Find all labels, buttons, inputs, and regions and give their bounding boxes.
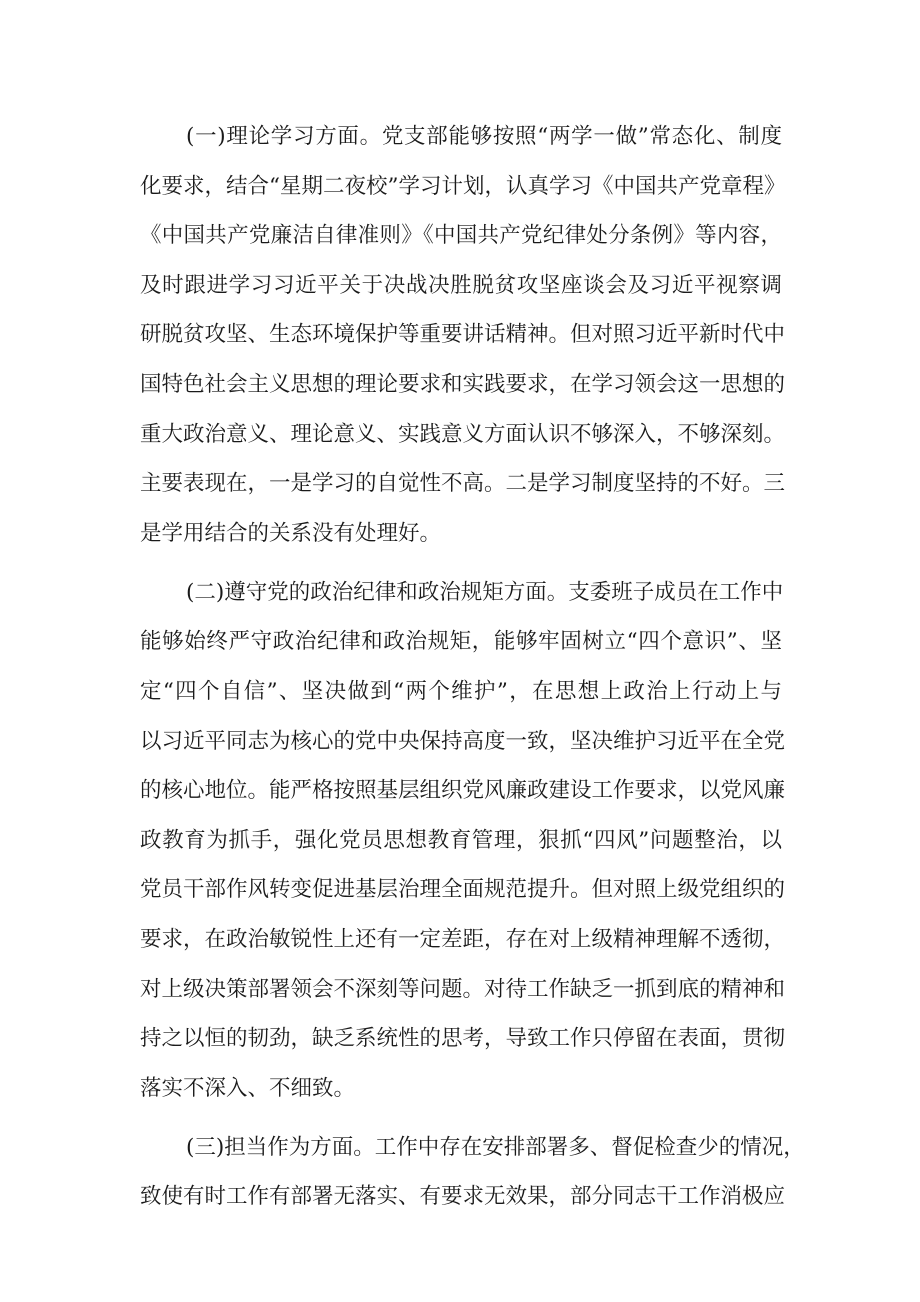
- text-line: 主要表现在，一是学习的自觉性不高。二是学习制度坚持的不好。三: [140, 471, 786, 497]
- text-line: 研脱贫攻坚、生态环境保护等重要讲话精神。但对照习近平新时代中: [140, 322, 786, 348]
- text-line: 要求，在政治敏锐性上还有一定差距，存在对上级精神理解不透彻，: [140, 927, 786, 952]
- text-line: 的核心地位。能严格按照基层组织党风廉政建设工作要求，以党风廉: [140, 778, 786, 804]
- text-line: 致使有时工作有部署无落实、有要求无效果，部分同志干工作消极应: [140, 1184, 786, 1210]
- text-line: (一)理论学习方面。党支部能够按照“两学一做”常态化、制度: [186, 124, 782, 149]
- text-line: (三)担当作为方面。工作中存在安排部署多、督促检查少的情况，: [186, 1134, 805, 1160]
- text-line: (二)遵守党的政治纪律和政治规矩方面。支委班子成员在工作中: [186, 579, 784, 605]
- paragraph-spacer: [140, 1113, 782, 1123]
- text-line: 化要求，结合“星期二夜校”学习计划，认真学习《中国共产党章程》: [140, 173, 786, 199]
- text-line: 《中国共产党廉洁自律准则》《中国共产党纪律处分条例》等内容，: [140, 223, 782, 249]
- text-line: 及时跟进学习习近平关于决战决胜脱贫攻坚座谈会及习近平视察调: [140, 272, 782, 298]
- text-line: 重大政治意义、理论意义、实践意义方面认识不够深入，不够深刻。: [140, 421, 786, 447]
- text-line: 持之以恒的韧劲，缺乏系统性的思考，导致工作只停留在表面，贯彻: [140, 1026, 786, 1052]
- paragraph-political-discipline: [140, 568, 786, 1114]
- text-line: 对上级决策部署领会不深刻等问题。对待工作缺乏一抓到底的精神和: [140, 976, 786, 1002]
- text-line: 以习近平同志为核心的党中央保持高度一致，坚决维护习近平在全党: [140, 728, 786, 754]
- text-line: 国特色社会主义思想的理论要求和实践要求，在学习领会这一思想的: [140, 371, 786, 397]
- text-line: 能够始终严守政治纪律和政治规矩，能够牢固树立“四个意识”、坚: [140, 629, 782, 655]
- text-line: 政教育为抓手，强化党员思想教育管理，狠抓“四风”问题整治，以: [140, 827, 782, 853]
- paragraph-responsibility: [140, 1123, 805, 1222]
- text-line: 是学用结合的关系没有处理好。: [140, 520, 442, 546]
- document-body: [140, 112, 805, 1222]
- text-line: 党员干部作风转变促进基层治理全面规范提升。但对照上级党组织的: [140, 877, 786, 903]
- text-line: 定“四个自信”、坚决做到“两个维护”，在思想上政治上行动上与: [140, 679, 782, 705]
- paragraph-spacer: [140, 558, 782, 568]
- paragraph-theory-study: [140, 112, 786, 558]
- text-line: 落实不深入、不细致。: [140, 1075, 356, 1101]
